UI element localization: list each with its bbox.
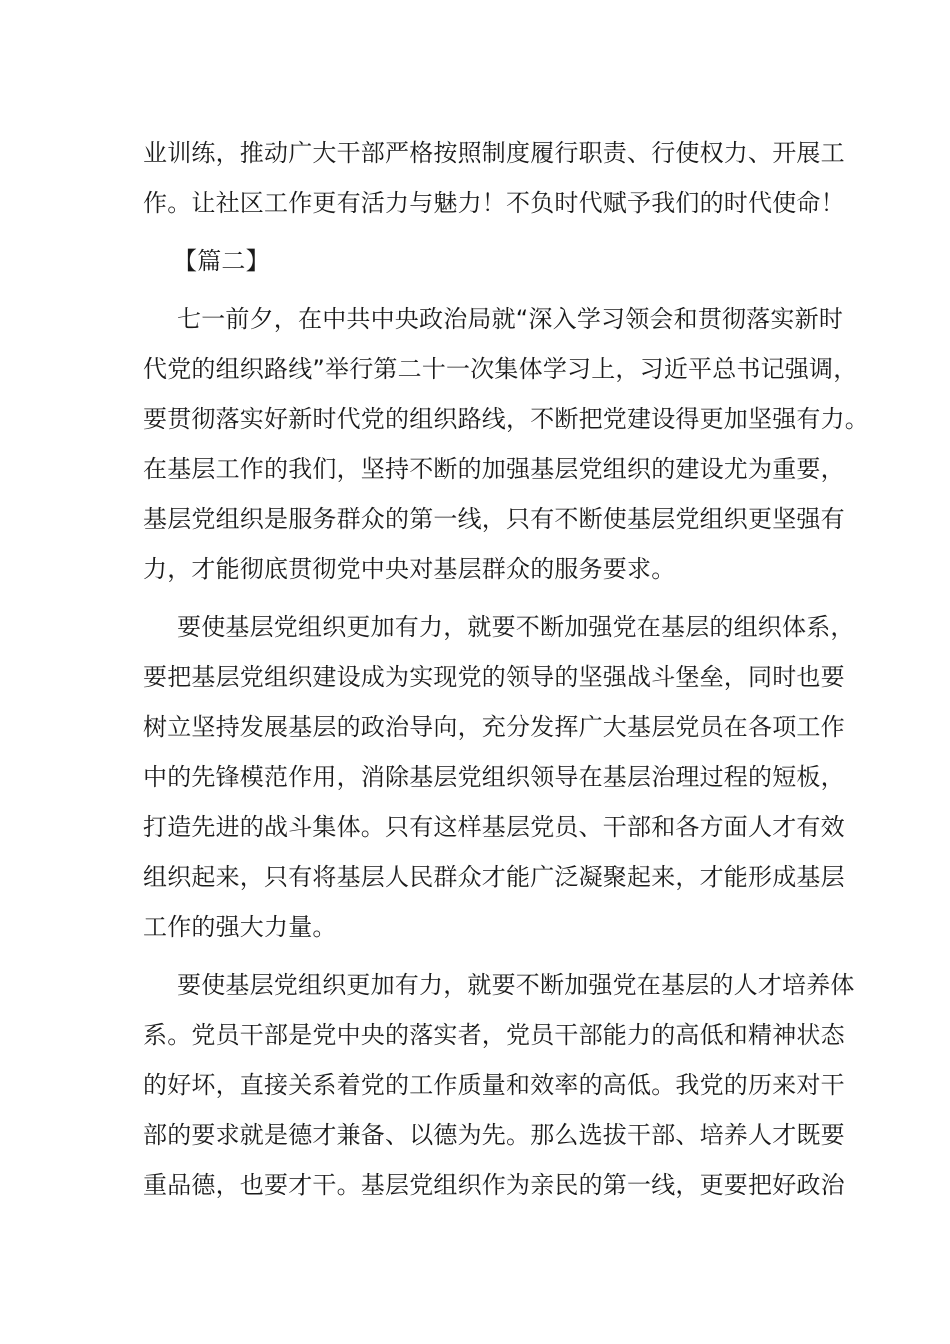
paragraph-line: 基层党组织是服务群众的第一线，只有不断使基层党组织更坚强有 bbox=[143, 505, 845, 533]
paragraph-line: 系。党员干部是党中央的落实者，党员干部能力的高低和精神状态 bbox=[143, 1021, 845, 1049]
paragraph-line: 重品德，也要才干。基层党组织作为亲民的第一线，更要把好政治 bbox=[143, 1171, 845, 1199]
paragraph-line: 组织起来，只有将基层人民群众才能广泛凝聚起来，才能形成基层 bbox=[143, 863, 845, 891]
paragraph-line: 的好坏，直接关系着党的工作质量和效率的高低。我党的历来对干 bbox=[143, 1071, 845, 1099]
paragraph-1 bbox=[143, 294, 869, 594]
paragraph-line: 在基层工作的我们，坚持不断的加强基层党组织的建设尤为重要， bbox=[143, 455, 845, 483]
section-heading-wrapper bbox=[143, 236, 808, 286]
paragraph-line: 作。让社区工作更有活力与魅力！不负时代赋予我们的时代使命！ bbox=[143, 189, 845, 217]
paragraph-continued bbox=[143, 128, 845, 228]
paragraph-line: 树立坚持发展基层的政治导向，充分发挥广大基层党员在各项工作 bbox=[143, 713, 845, 741]
paragraph-line: 打造先进的战斗集体。只有这样基层党员、干部和各方面人才有效 bbox=[143, 813, 845, 841]
paragraph-line: 七一前夕，在中共中央政治局就“深入学习领会和贯彻落实新时 bbox=[177, 305, 844, 333]
paragraph-line: 业训练，推动广大干部严格按照制度履行职责、行使权力、开展工 bbox=[143, 139, 845, 167]
paragraph-line: 要使基层党组织更加有力，就要不断加强党在基层的组织体系， bbox=[177, 613, 855, 641]
paragraph-line: 要使基层党组织更加有力，就要不断加强党在基层的人才培养体 bbox=[177, 971, 855, 999]
paragraph-line: 要把基层党组织建设成为实现党的领导的坚强战斗堡垒，同时也要 bbox=[143, 663, 845, 691]
paragraph-line: 力，才能彻底贯彻党中央对基层群众的服务要求。 bbox=[143, 555, 676, 583]
paragraph-line: 代党的组织路线”举行第二十一次集体学习上，习近平总书记强调， bbox=[143, 355, 858, 383]
paragraph-line: 工作的强大力量。 bbox=[143, 913, 337, 941]
section-heading: 【篇二】 bbox=[173, 247, 270, 275]
paragraph-line: 要贯彻落实好新时代党的组织路线，不断把党建设得更加坚强有力。 bbox=[143, 405, 869, 433]
document-body bbox=[143, 128, 869, 1210]
paragraph-line: 部的要求就是德才兼备、以德为先。那么选拔干部、培养人才既要 bbox=[143, 1121, 845, 1149]
paragraph-2 bbox=[143, 602, 855, 952]
paragraph-line: 中的先锋模范作用，消除基层党组织领导在基层治理过程的短板， bbox=[143, 763, 845, 791]
paragraph-3 bbox=[143, 960, 855, 1210]
